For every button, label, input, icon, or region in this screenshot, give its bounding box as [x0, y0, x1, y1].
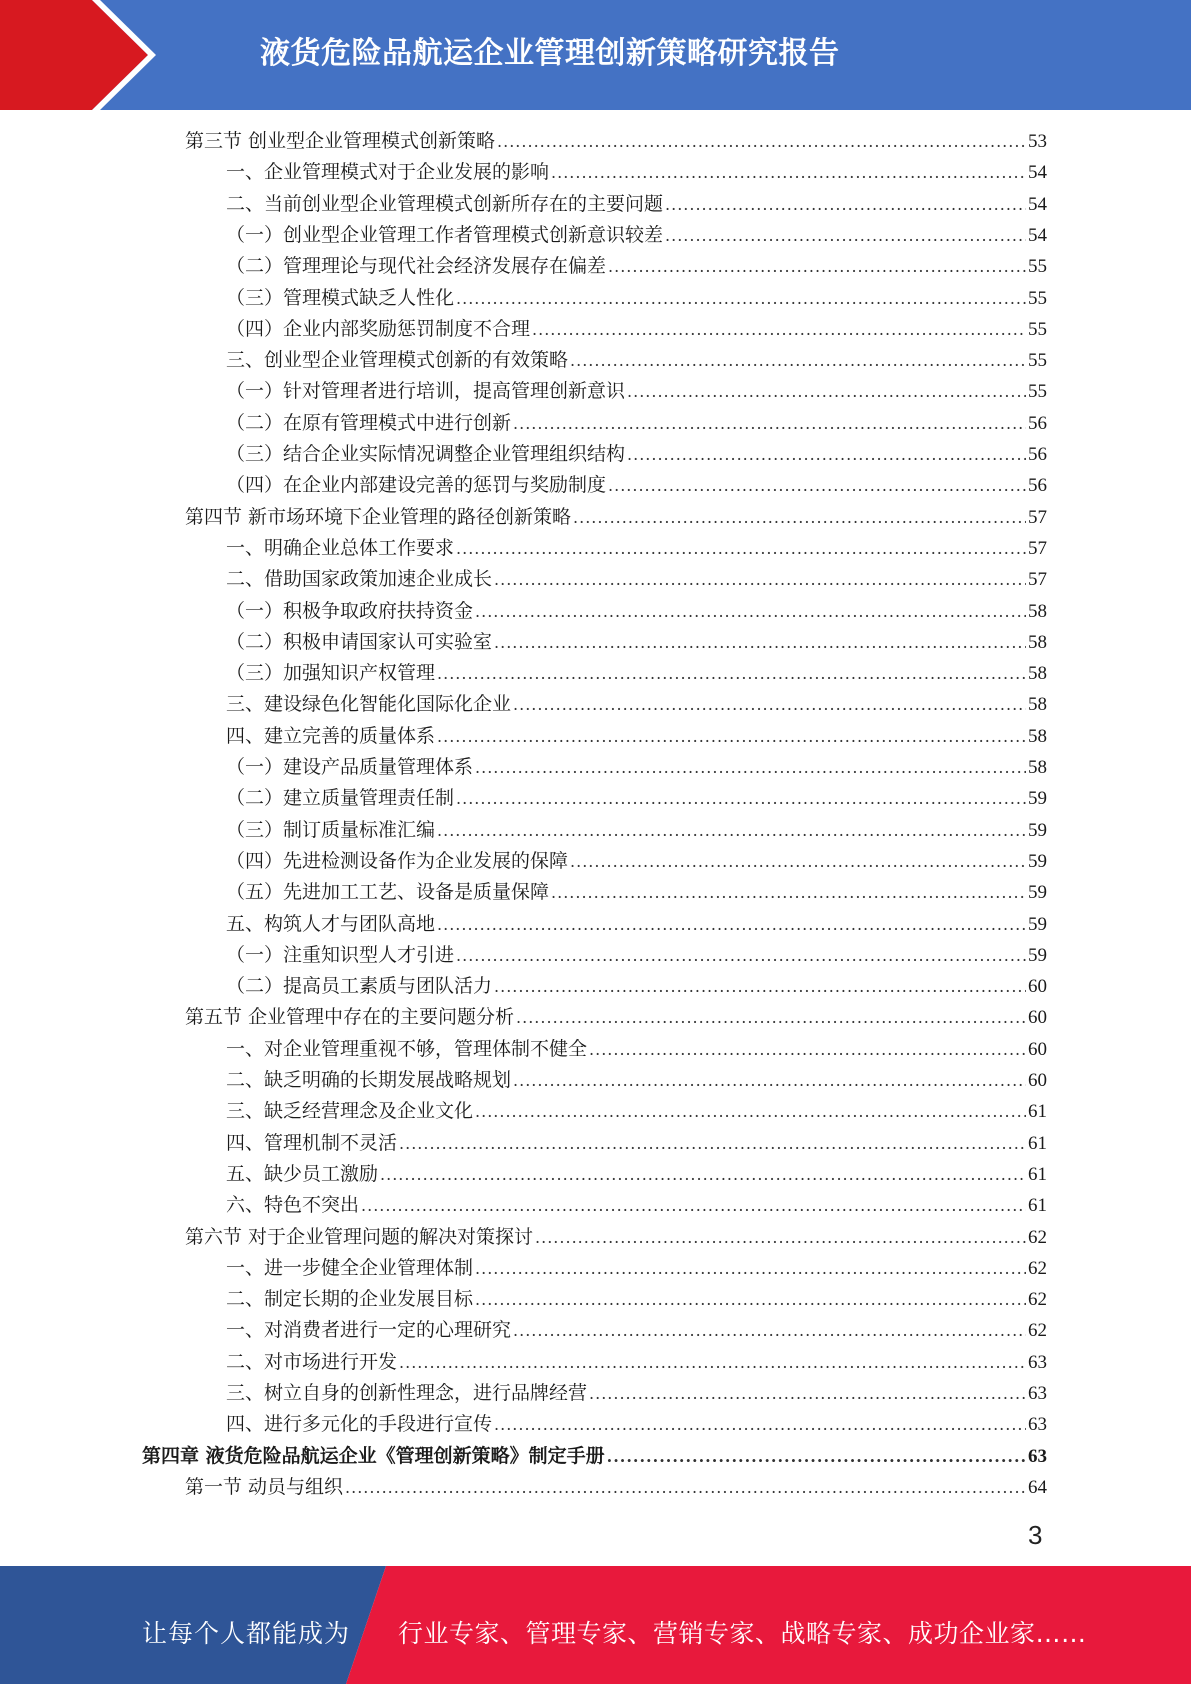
toc-entry-title: 一、明确企业总体工作要求: [226, 536, 455, 559]
toc-section-entry[interactable]: [185, 1222, 1047, 1252]
toc-entry-title: 二、当前创业型企业管理模式创新所存在的主要问题: [226, 192, 664, 215]
toc-dot-leader: [497, 127, 1026, 157]
toc-page-number: 55: [1028, 256, 1047, 278]
toc-item-entry[interactable]: [226, 470, 1047, 500]
toc-entry-title: （三）管理模式缺乏人性化: [226, 286, 455, 309]
toc-item-entry[interactable]: [226, 971, 1047, 1001]
toc-dot-leader: [475, 1097, 1026, 1127]
toc-entry-title: 三、建设绿色化智能化国际化企业: [226, 693, 512, 716]
toc-dot-leader: [456, 534, 1026, 564]
toc-page-number: 53: [1028, 131, 1047, 152]
toc-page-number: 58: [1028, 600, 1047, 622]
toc-item-entry[interactable]: [226, 627, 1047, 657]
toc-dot-leader: [494, 1410, 1026, 1440]
toc-item-entry[interactable]: [226, 1190, 1047, 1220]
toc-entry-title: （一）建设产品质量管理体系: [226, 756, 474, 778]
toc-dot-leader: [380, 1160, 1026, 1190]
toc-page-number: 57: [1028, 506, 1047, 528]
toc-entry-title: 二、制定长期的企业发展目标: [226, 1288, 474, 1311]
toc-entry-title: 三、缺乏经营理念及企业文化: [226, 1100, 474, 1123]
toc-item-entry[interactable]: [226, 220, 1047, 250]
toc-item-entry[interactable]: [226, 783, 1047, 813]
toc-page-number: 57: [1028, 537, 1047, 559]
toc-item-entry[interactable]: [226, 689, 1047, 719]
toc-page-number: 60: [1028, 1038, 1047, 1060]
toc-page-number: 59: [1028, 788, 1047, 810]
toc-dot-leader: [513, 690, 1026, 720]
toc-dot-leader: [494, 972, 1026, 1002]
toc-entry-title: （四）在企业内部建设完善的惩罚与奖励制度: [226, 474, 607, 497]
toc-item-entry[interactable]: [226, 721, 1047, 751]
toc-page-number: 60: [1028, 1070, 1047, 1091]
toc-item-entry[interactable]: [226, 283, 1047, 313]
toc-page-number: 62: [1028, 1226, 1047, 1248]
toc-page-number: 54: [1028, 162, 1047, 184]
toc-page-number: 55: [1028, 287, 1047, 309]
toc-item-entry[interactable]: [226, 1065, 1047, 1095]
toc-dot-leader: [551, 158, 1026, 188]
toc-entry-title: （一）针对管理者进行培训，提高管理创新意识: [226, 380, 626, 403]
toc-item-entry[interactable]: [226, 940, 1047, 970]
toc-dot-leader: [513, 1316, 1026, 1346]
toc-page-number: 59: [1028, 819, 1047, 841]
toc-dot-leader: [437, 659, 1026, 689]
toc-entry-title: 第四节 新市场环境下企业管理的路径创新策略: [185, 505, 572, 528]
toc-page-number: 56: [1028, 412, 1047, 434]
toc-page-number: 63: [1028, 1414, 1047, 1436]
toc-dot-leader: [570, 847, 1026, 877]
toc-entry-title: 二、借助国家政策加速企业成长: [226, 568, 493, 591]
toc-entry-title: 四、进行多元化的手段进行宣传: [226, 1413, 493, 1436]
toc-entry-title: 四、建立完善的质量体系: [226, 724, 436, 747]
toc-dot-leader: [608, 252, 1026, 282]
toc-dot-leader: [627, 377, 1026, 407]
toc-section-entry[interactable]: [185, 126, 1047, 156]
header-red-chevron: [0, 0, 160, 110]
toc-entry-title: 六、特色不突出: [226, 1194, 360, 1217]
toc-item-entry[interactable]: [226, 658, 1047, 688]
toc-page-number: 58: [1028, 694, 1047, 716]
toc-page-number: 56: [1028, 444, 1047, 465]
toc-item-entry[interactable]: [226, 345, 1047, 375]
toc-item-entry[interactable]: [226, 439, 1047, 469]
toc-entry-title: 二、对市场进行开发: [226, 1350, 398, 1373]
toc-page-number: 60: [1028, 1007, 1047, 1029]
toc-dot-leader: [608, 471, 1026, 501]
toc-page-number: 55: [1028, 381, 1047, 403]
toc-page-number: 61: [1028, 1101, 1047, 1123]
toc-entry-title: 五、构筑人才与团队高地: [226, 912, 436, 935]
page-footer: [0, 1566, 1191, 1684]
toc-entry-title: （一）积极争取政府扶持资金: [226, 599, 474, 622]
toc-dot-leader: [627, 440, 1026, 470]
toc-page-number: 54: [1028, 224, 1047, 246]
toc-item-entry[interactable]: [226, 189, 1047, 219]
toc-dot-leader: [589, 1379, 1026, 1409]
toc-dot-leader: [494, 628, 1026, 658]
toc-dot-leader: [437, 722, 1026, 752]
toc-page-number: 63: [1028, 1351, 1047, 1373]
toc-dot-leader: [551, 878, 1026, 908]
toc-item-entry[interactable]: [226, 408, 1047, 438]
toc-entry-title: 三、创业型企业管理模式创新的有效策略: [226, 349, 569, 372]
toc-dot-leader: [573, 503, 1026, 533]
toc-entry-title: （二）管理理论与现代社会经济发展存在偏差: [226, 255, 607, 278]
toc-page-number: 61: [1028, 1195, 1047, 1217]
toc-page-number: 59: [1028, 913, 1047, 935]
toc-entry-title: 一、进一步健全企业管理体制: [226, 1256, 474, 1279]
toc-item-entry[interactable]: [226, 533, 1047, 563]
toc-item-entry[interactable]: [226, 251, 1047, 281]
toc-entry-title: （四）先进检测设备作为企业发展的保障: [226, 849, 569, 872]
toc-item-entry[interactable]: [226, 909, 1047, 939]
toc-entry-title: （二）建立质量管理责任制: [226, 787, 455, 810]
toc-item-entry[interactable]: [226, 846, 1047, 876]
toc-item-entry[interactable]: [226, 1347, 1047, 1377]
toc-entry-title: 第五节 企业管理中存在的主要问题分析: [185, 1006, 515, 1029]
toc-dot-leader: [437, 816, 1026, 846]
toc-dot-leader: [665, 190, 1026, 220]
toc-entry-title: 二、缺乏明确的长期发展战略规划: [226, 1069, 512, 1091]
toc-page-number: 58: [1028, 757, 1047, 778]
toc-page-number: 58: [1028, 725, 1047, 747]
toc-page-number: 57: [1028, 569, 1047, 591]
toc-page-number: 54: [1028, 193, 1047, 215]
toc-entry-title: 第四章 液货危险品航运企业《管理创新策略》制定手册: [142, 1444, 605, 1467]
toc-item-entry[interactable]: [226, 1284, 1047, 1314]
toc-entry-title: （三）制订质量标准汇编: [226, 818, 436, 841]
toc-entry-title: 五、缺少员工激励: [226, 1162, 379, 1185]
toc-entry-title: 三、树立自身的创新性理念，进行品牌经营: [226, 1382, 588, 1404]
toc-entry-title: （三）加强知识产权管理: [226, 662, 436, 685]
toc-dot-leader: [516, 1003, 1026, 1033]
toc-section-entry[interactable]: [185, 1472, 1047, 1502]
toc-item-entry[interactable]: [226, 1409, 1047, 1439]
toc-item-entry[interactable]: [226, 1315, 1047, 1345]
toc-dot-leader: [607, 1442, 1026, 1472]
toc-item-entry[interactable]: [226, 596, 1047, 626]
toc-dot-leader: [475, 753, 1026, 783]
toc-dot-leader: [535, 1223, 1026, 1253]
toc-item-entry[interactable]: [226, 1253, 1047, 1283]
toc-entry-title: （二）在原有管理模式中进行创新: [226, 411, 512, 434]
toc-item-entry[interactable]: [226, 1128, 1047, 1158]
page-header: [0, 0, 1191, 110]
toc-dot-leader: [399, 1129, 1026, 1159]
toc-entry-title: （一）创业型企业管理工作者管理模式创新意识较差: [226, 223, 664, 246]
toc-page-number: 58: [1028, 631, 1047, 653]
footer-slogan-left: 让每个人都能成为: [142, 1619, 351, 1648]
toc-page-number: 62: [1028, 1257, 1047, 1279]
toc-dot-leader: [456, 941, 1026, 971]
toc-entry-title: （二）积极申请国家认可实验室: [226, 630, 493, 653]
toc-entry-title: 四、管理机制不灵活: [226, 1131, 398, 1154]
toc-dot-leader: [532, 315, 1026, 345]
toc-page-number: 61: [1028, 1163, 1047, 1185]
toc-entry-title: 一、企业管理模式对于企业发展的影响: [226, 161, 550, 184]
toc-item-entry[interactable]: [226, 1096, 1047, 1126]
toc-entry-title: （一）注重知识型人才引进: [226, 943, 455, 966]
toc-page-number: 55: [1028, 350, 1047, 372]
toc-dot-leader: [570, 346, 1026, 376]
header-title: 液货危险品航运企业管理创新策略研究报告: [260, 36, 840, 71]
toc-page-number: 63: [1028, 1445, 1047, 1467]
toc-item-entry[interactable]: [226, 1159, 1047, 1189]
toc-page-number: 64: [1028, 1476, 1047, 1498]
footer-slogan-right: 行业专家、管理专家、营销专家、战略专家、成功企业家……: [398, 1619, 1087, 1648]
toc-entry-title: 第六节 对于企业管理问题的解决对策探讨: [185, 1225, 534, 1248]
toc-dot-leader: [475, 597, 1026, 627]
toc-section-entry[interactable]: [185, 1002, 1047, 1032]
toc-entry-title: 一、对企业管理重视不够，管理体制不健全: [226, 1037, 588, 1060]
toc-page-number: 63: [1028, 1383, 1047, 1404]
toc-page-number: 62: [1028, 1320, 1047, 1342]
toc-item-entry[interactable]: [226, 1034, 1047, 1064]
toc-entry-title: （五）先进加工工艺、设备是质量保障: [226, 881, 550, 904]
toc-page-number: 60: [1028, 976, 1047, 998]
toc-item-entry[interactable]: [226, 564, 1047, 594]
toc-page-number: 61: [1028, 1132, 1047, 1154]
page-number: 3: [1028, 1520, 1043, 1550]
toc-entry-title: （三）结合企业实际情况调整企业管理组织结构: [226, 443, 626, 465]
toc-item-entry[interactable]: [226, 752, 1047, 782]
toc-item-entry[interactable]: [226, 1378, 1047, 1408]
toc-entry-title: 第三节 创业型企业管理模式创新策略: [185, 130, 496, 152]
toc-section-entry[interactable]: [185, 502, 1047, 532]
toc-page-number: 59: [1028, 882, 1047, 904]
toc-item-entry[interactable]: [226, 815, 1047, 845]
toc-page-number: 59: [1028, 944, 1047, 966]
toc-entry-title: （四）企业内部奖励惩罚制度不合理: [226, 317, 531, 340]
toc-dot-leader: [345, 1473, 1026, 1503]
toc-dot-leader: [399, 1348, 1026, 1378]
toc-page-number: 62: [1028, 1289, 1047, 1311]
toc-dot-leader: [475, 1285, 1026, 1315]
toc-page-number: 56: [1028, 475, 1047, 497]
toc-page-number: 55: [1028, 318, 1047, 340]
toc-dot-leader: [456, 284, 1026, 314]
toc-entry-title: 第一节 动员与组织: [185, 1475, 344, 1498]
toc-dot-leader: [513, 409, 1026, 439]
toc-item-entry[interactable]: [226, 157, 1047, 187]
toc-dot-leader: [456, 784, 1026, 814]
toc-dot-leader: [513, 1066, 1026, 1096]
toc-page-number: 59: [1028, 850, 1047, 872]
toc-dot-leader: [437, 910, 1026, 940]
toc-dot-leader: [494, 565, 1026, 595]
toc-dot-leader: [589, 1035, 1026, 1065]
toc-entry-title: （二）提高员工素质与团队活力: [226, 975, 493, 998]
toc-item-entry[interactable]: [226, 376, 1047, 406]
toc-dot-leader: [475, 1254, 1026, 1284]
toc-page-number: 58: [1028, 663, 1047, 685]
toc-item-entry[interactable]: [226, 314, 1047, 344]
toc-dot-leader: [361, 1191, 1026, 1221]
toc-entry-title: 一、对消费者进行一定的心理研究: [226, 1319, 512, 1342]
toc-item-entry[interactable]: [226, 877, 1047, 907]
toc-dot-leader: [665, 221, 1026, 251]
toc-chapter-entry[interactable]: [142, 1441, 1047, 1471]
